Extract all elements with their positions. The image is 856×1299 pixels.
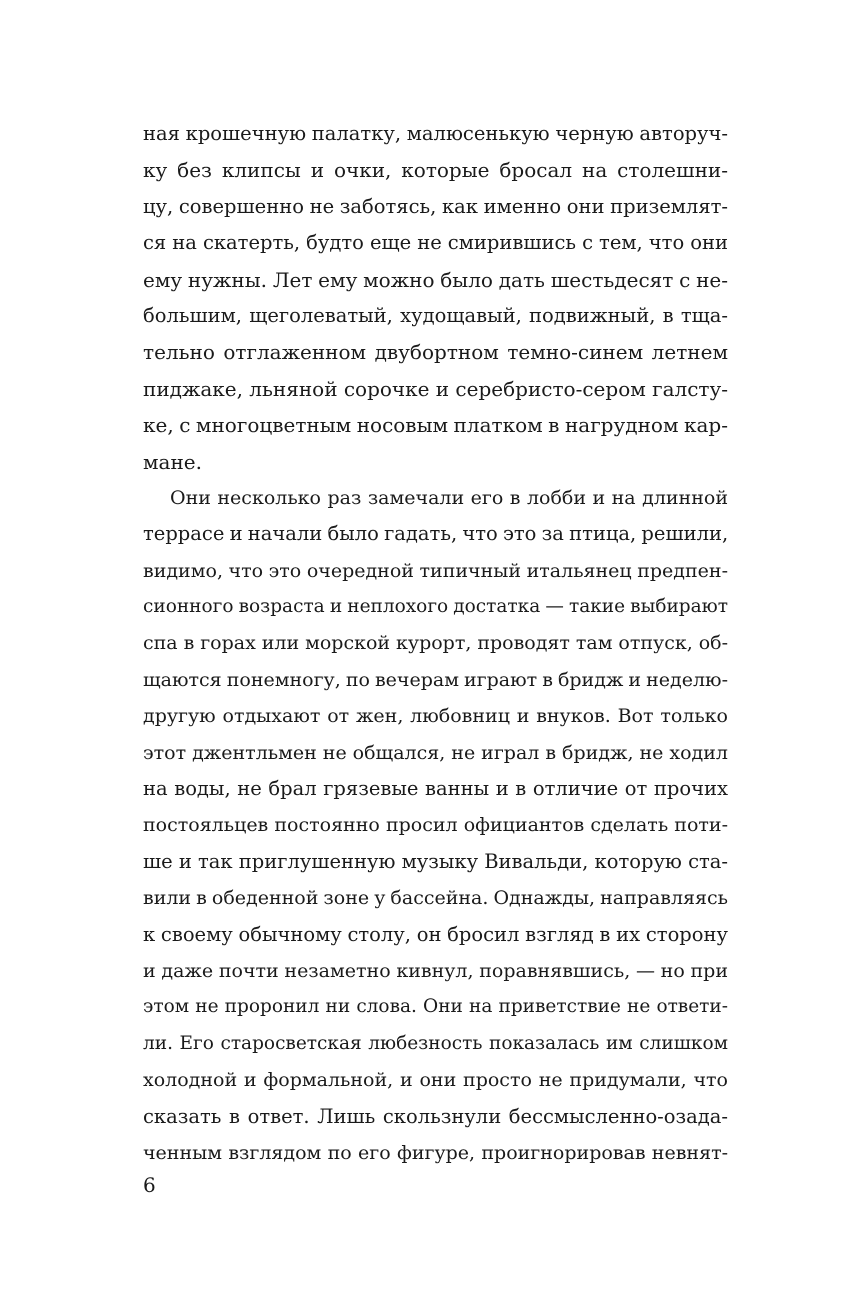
- text-line: этот джентльмен не общался, не играл в бридж, не ходил: [143, 741, 728, 764]
- text-line: постояльцев постоянно просил официантов сделать поти-: [143, 814, 728, 837]
- text-line: холодной и формальной, и они просто не придумали, что: [143, 1069, 728, 1092]
- text-line: вили в обеденной зоне у бассейна. Однажды, направляясь: [143, 887, 728, 910]
- text-line: большим, щеголеватый, худощавый, подвижный, в тща-: [143, 303, 728, 327]
- text-line: ку без клипсы и очки, которые бросал на столешни-: [143, 158, 728, 183]
- text-line: мане.: [143, 449, 203, 474]
- text-line: ли. Его старосветская любезность показалась им слишком: [143, 1032, 728, 1054]
- text-line: ная крошечную палатку, малюсенькую черную авторуч-: [143, 122, 728, 145]
- text-line: и даже почти незаметно кивнул, поравнявшись, — но при: [143, 959, 728, 982]
- page-number: 6: [143, 1173, 156, 1197]
- text-line: видимо, что это очередной типичный итальянец предпен-: [143, 559, 728, 582]
- text-line: сионного возраста и неплохого достатка — такие выбирают: [143, 596, 728, 618]
- text-line: ему нужны. Лет ему можно было дать шестьдесят с не-: [143, 267, 728, 292]
- text-line: спа в горах или морской курорт, проводят там отпуск, об-: [143, 632, 728, 655]
- text-line: этом не проронил ни слова. Они на приветствие не ответи-: [143, 996, 728, 1018]
- text-line: террасе и начали было гадать, что это за птица, решили,: [143, 522, 729, 546]
- text-line: на воды, не брал грязевые ванны и в отличие от прочих: [143, 777, 728, 801]
- text-line: ся на скатерть, будто еще не смирившись с тем, что они: [143, 231, 728, 255]
- text-line: ке, с многоцветным носовым платком в нагрудном кар-: [143, 413, 728, 438]
- text-line: щаются понемногу, по вечерам играют в бридж и неделю-: [143, 668, 729, 691]
- text-line: сказать в ответ. Лишь скользнули бессмысленно-озада-: [143, 1104, 728, 1128]
- text-line: другую отдыхают от жен, любовниц и внуков. Вот только: [143, 705, 728, 728]
- text-line: ше и так приглушенную музыку Вивальди, которую ста-: [143, 849, 728, 873]
- text-line: к своему обычному столу, он бросил взгляд в их сторону: [143, 922, 728, 946]
- text-line: пиджаке, льняной сорочке и серебристо-сером галсту-: [143, 376, 728, 401]
- text-line: тельно отглаженном двубортном темно-синем летнем: [143, 340, 728, 365]
- paragraph-first-line: Они несколько раз замечали его в лобби и на длинной: [170, 486, 728, 509]
- text-line: ченным взглядом по его фигуре, проигнорировав невнят-: [143, 1141, 728, 1164]
- body-text: [143, 116, 728, 1171]
- text-line: цу, совершенно не заботясь, как именно они приземлят-: [143, 194, 728, 218]
